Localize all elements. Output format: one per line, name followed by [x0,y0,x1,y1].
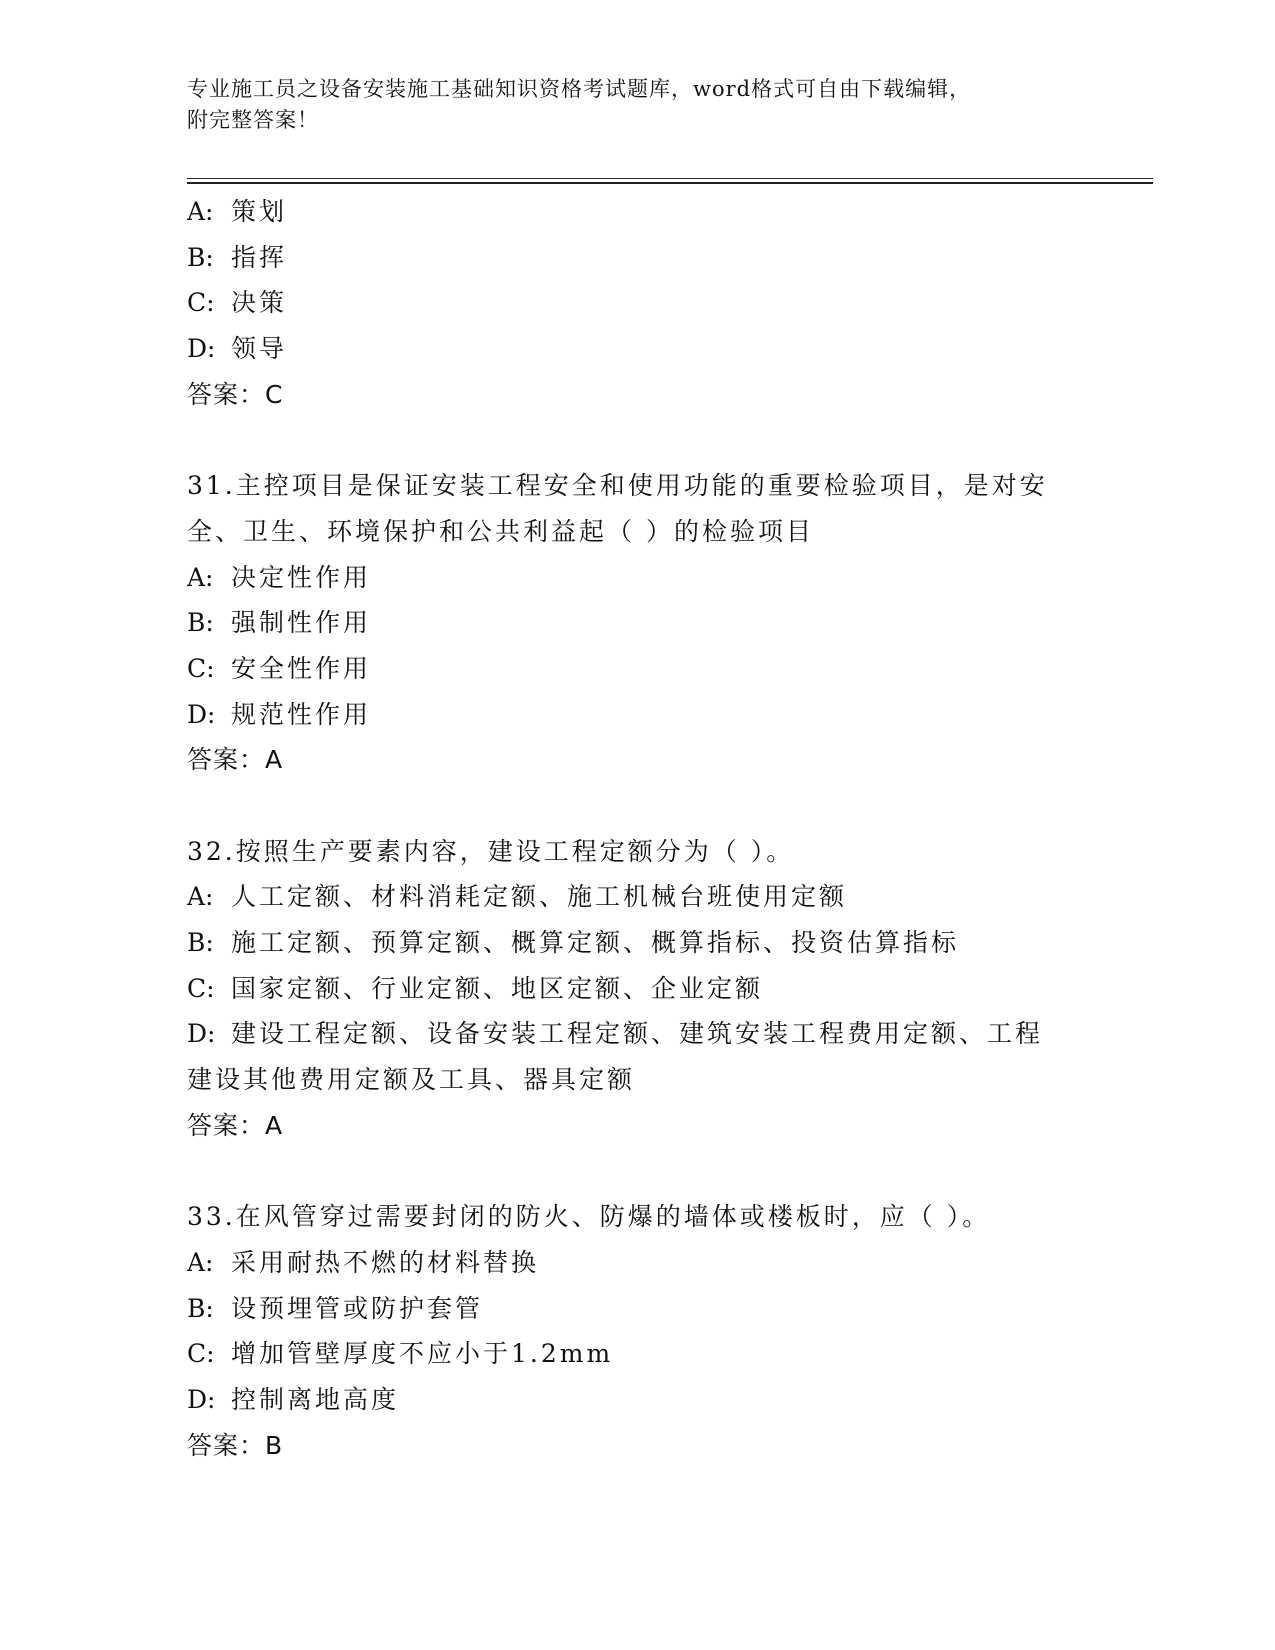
answer-line: 答案：C [187,379,284,409]
question-block-30 [187,189,1087,417]
option-a: A: 采用耐热不燃的材料替换 [187,1247,540,1277]
spacer [187,417,1087,463]
header-rule-thin [187,178,1153,179]
option-c: C: 增加管壁厚度不应小于1.2mm [187,1339,614,1369]
option-d-cont: 建设其他费用定额及工具、器具定额 [187,1065,636,1095]
question-stem: 32.按照生产要素内容，建设工程定额分为（ ）。 [187,836,795,866]
question-block-31 [187,463,1087,783]
answer-line: 答案：B [187,1430,284,1460]
option-b: B: 施工定额、预算定额、概算定额、概算指标、投资估算指标 [187,928,960,957]
option-b: B: 强制性作用 [187,608,372,638]
option-a: A: 策划 [187,197,288,226]
question-block-32 [187,829,1087,1149]
option-a: A: 人工定额、材料消耗定额、施工机械台班使用定额 [187,882,848,912]
document-header [187,74,1087,136]
answer-line: 答案：A [187,1110,284,1140]
question-block-33 [187,1194,1087,1468]
option-d: D: 控制离地高度 [187,1384,400,1414]
option-c: C: 决策 [187,288,288,318]
header-rule-thick [187,182,1153,184]
question-list [187,189,1087,1468]
answer-line: 答案：A [187,745,284,775]
option-c: C: 安全性作用 [187,653,372,683]
option-d: D: 建设工程定额、设备安装工程定额、建筑安装工程费用定额、工程 [187,1019,1044,1049]
option-a: A: 决定性作用 [187,562,372,592]
option-c: C: 国家定额、行业定额、地区定额、企业定额 [187,973,764,1003]
spacer [187,783,1087,829]
question-stem-cont: 全、卫生、环境保护和公共利益起（ ）的检验项目 [187,516,814,546]
question-stem: 33.在风管穿过需要封闭的防火、防爆的墙体或楼板时，应（ ）。 [187,1202,991,1232]
question-stem: 31.主控项目是保证安装工程安全和使用功能的重要检验项目，是对安 [187,471,1048,501]
header-line-2: 附完整答案！ [187,108,319,132]
option-b: B: 指挥 [187,242,288,272]
spacer [187,1148,1087,1194]
header-line-1: 专业施工员之设备安装施工基础知识资格考试题库，word格式可自由下载编辑， [187,77,972,101]
option-d: D: 规范性作用 [187,699,372,729]
option-d: D: 领导 [187,334,288,364]
option-b: B: 设预埋管或防护套管 [187,1293,484,1323]
